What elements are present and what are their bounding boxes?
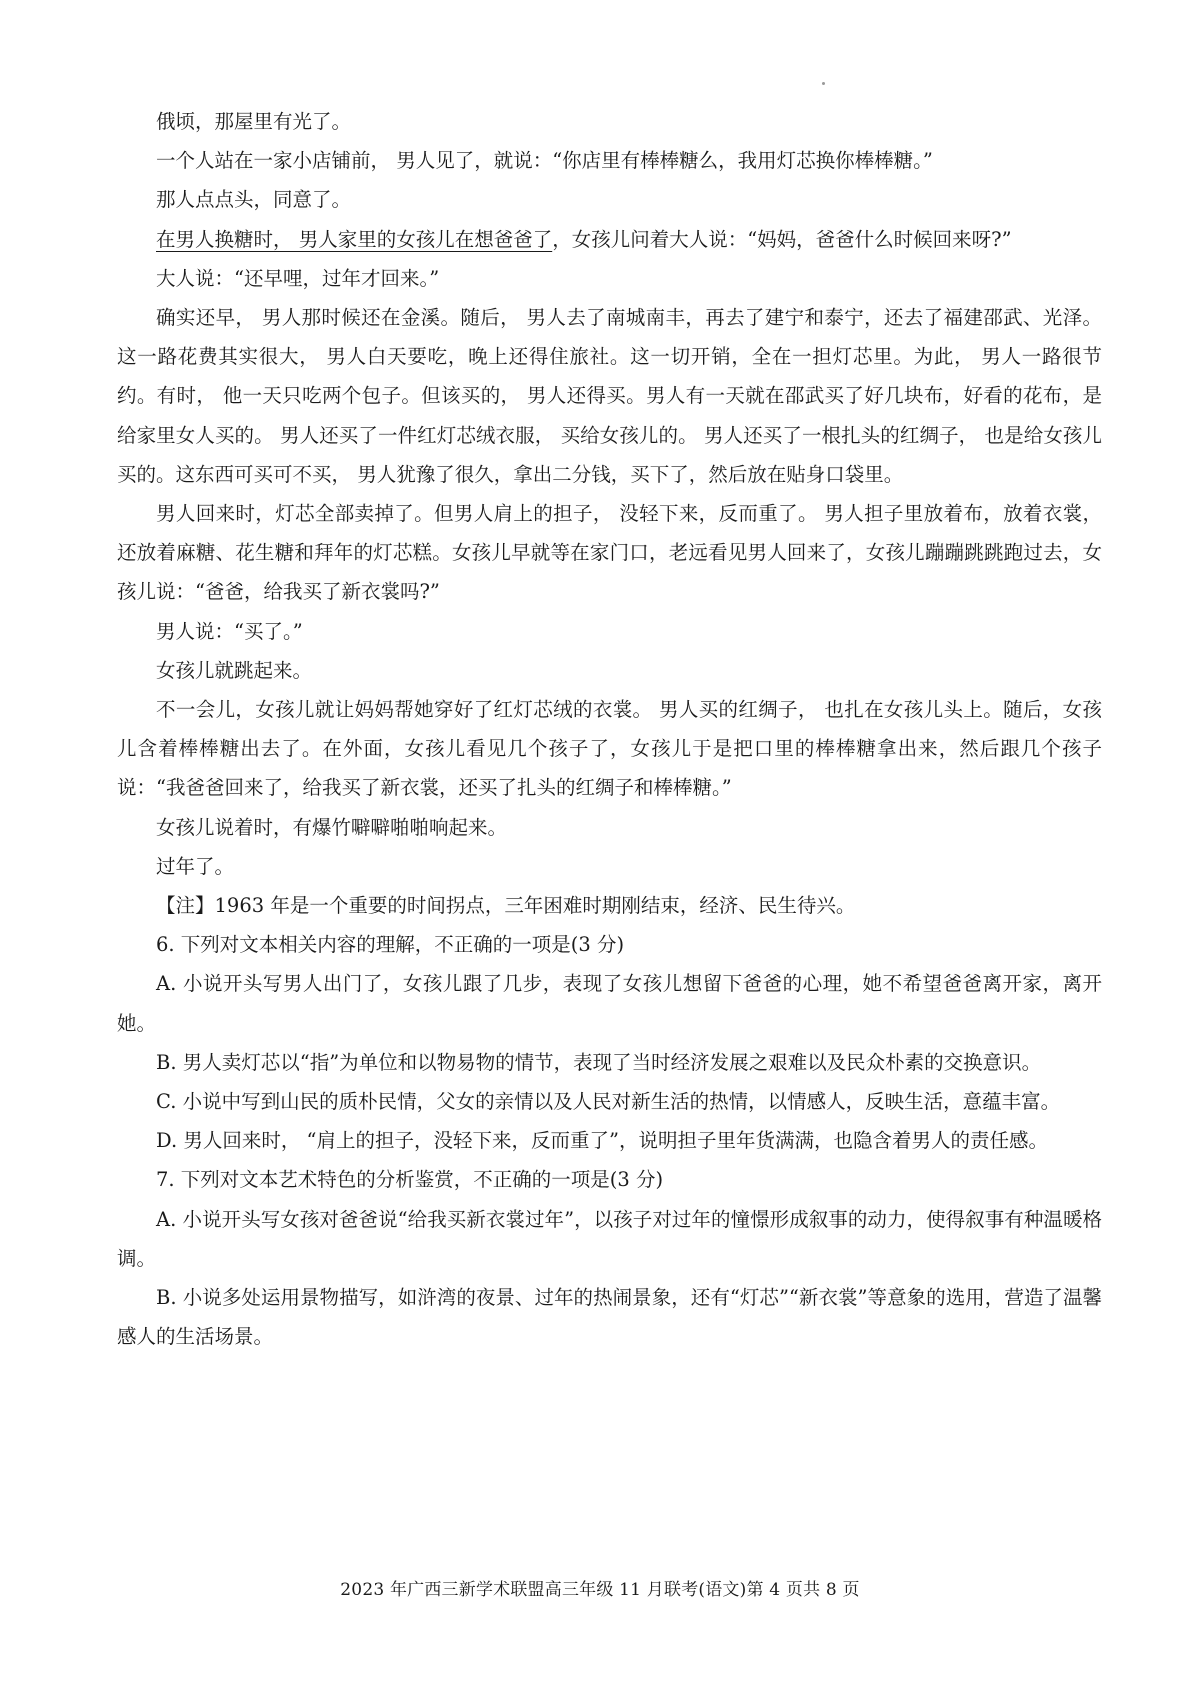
paragraph-text: B. 小说多处运用景物描写，如浒湾的夜景、过年的热闹景象，还有“灯芯”“新衣裳”等意象的选用，营造了温馨感人的生活场景。 — [117, 1286, 1102, 1349]
paragraph — [117, 1278, 1102, 1356]
paragraph-text: 6. 下列对文本相关内容的理解，不正确的一项是(3 分) — [156, 933, 625, 957]
paragraph-text: ，女孩儿问着大人说：“妈妈，爸爸什么时候回来呀?” — [552, 227, 1012, 251]
paragraph-text: 【注】1963 年是一个重要的时间拐点，三年困难时期刚结束，经济、民生待兴。 — [156, 894, 856, 918]
paragraph — [117, 886, 1102, 925]
page-body — [117, 102, 1102, 1357]
paragraph — [117, 690, 1102, 808]
paragraph — [117, 259, 1102, 298]
underlined-phrase: 在男人换糖时， 男人家里的女孩儿在想爸爸了 — [156, 227, 553, 251]
paragraph — [117, 925, 1102, 964]
paragraph — [117, 651, 1102, 690]
page-footer: 2023 年广西三新学术联盟高三年级 11 月联考(语文)第 4 页共 8 页 — [340, 1580, 860, 1600]
paragraph — [117, 1082, 1102, 1121]
paragraph-text: C. 小说中写到山民的质朴民情，父女的亲情以及人民对新生活的热情，以情感人，反映生活，意蕴丰富。 — [156, 1090, 1061, 1114]
paragraph-text: A. 小说开头写女孩对爸爸说“给我买新衣裳过年”，以孩子对过年的憧憬形成叙事的动力，使得叙事有种温暖格调。 — [117, 1207, 1102, 1270]
paragraph-text: 女孩儿就跳起来。 — [156, 658, 313, 682]
paragraph — [117, 964, 1102, 1042]
paragraph — [117, 180, 1102, 219]
paragraph-text: 大人说：“还早哩，过年才回来。” — [156, 266, 440, 290]
paragraph — [117, 102, 1102, 141]
paragraph-text: 女孩儿说着时，有爆竹噼噼啪啪响起来。 — [156, 815, 508, 839]
paragraph — [117, 1043, 1102, 1082]
paragraph — [117, 220, 1102, 259]
paragraph-text: 男人回来时，灯芯全部卖掉了。但男人肩上的担子， 没轻下来，反而重了。 男人担子里放着布，放着衣裳，还放着麻糖、花生糖和拜年的灯芯糕。女孩儿早就等在家门口，老远看见男人回来了，女孩儿蹦蹦跳跳跑过去，女孩儿说：“爸爸，给我买了新衣裳吗?” — [117, 502, 1102, 604]
paragraph-text: 过年了。 — [156, 854, 235, 878]
paragraph — [117, 1200, 1102, 1278]
paragraph-text: 俄顷，那屋里有光了。 — [156, 110, 352, 133]
paragraph-text: 不一会儿，女孩儿就让妈妈帮她穿好了红灯芯绒的衣裳。 男人买的红绸子， 也扎在女孩儿头上。随后，女孩儿含着棒棒糖出去了。在外面，女孩儿看见几个孩子了，女孩儿于是把口里的棒棒糖拿出来，然后跟几个孩子说：“我爸爸回来了，给我买了新衣裳，还买了扎头的红绸子和棒棒糖。” — [117, 698, 1102, 800]
paragraph — [117, 847, 1102, 886]
paragraph-text: D. 男人回来时， “肩上的担子，没轻下来，反而重了”，说明担子里年货满满，也隐含着男人的责任感。 — [156, 1129, 1048, 1153]
paragraph-text: B. 男人卖灯芯以“指”为单位和以物易物的情节，表现了当时经济发展之艰难以及民众朴素的交换意识。 — [156, 1050, 1042, 1074]
paragraph-text: 一个人站在一家小店铺前， 男人见了，就说：“你店里有棒棒糖么，我用灯芯换你棒棒糖。” — [156, 149, 933, 173]
paragraph-text: 7. 下列对文本艺术特色的分析鉴赏，不正确的一项是(3 分) — [156, 1168, 664, 1192]
scan-speck — [822, 82, 825, 85]
paragraph — [117, 1121, 1102, 1160]
paragraph — [117, 1160, 1102, 1199]
paragraph — [117, 298, 1102, 494]
paragraph-text: A. 小说开头写男人出门了，女孩儿跟了几步，表现了女孩儿想留下爸爸的心理，她不希望爸爸离开家，离开她。 — [117, 972, 1102, 1035]
paragraph — [117, 808, 1102, 847]
paragraph — [117, 141, 1102, 180]
paragraph-text: 确实还早， 男人那时候还在金溪。随后， 男人去了南城南丰，再去了建宁和泰宁，还去了福建邵武、光泽。这一路花费其实很大， 男人白天要吃，晚上还得住旅社。这一切开销，全在一担灯芯里。为此， 男人一路很节约。有时， 他一天只吃两个包子。但该买的， 男人还得买。男人有一天就在邵武买了好几块布，好看的花布，是给家里女人买的。 男人还买了一件红灯芯绒衣服， 买给女孩儿的。 男人还买了一根扎头的红绸子， 也是给女孩儿买的。这东西可买可不买， 男人犹豫了很久，拿出二分钱，买下了，然后放在贴身口袋里。 — [117, 306, 1102, 486]
paragraph-text: 男人说：“买了。” — [156, 619, 303, 643]
paragraph — [117, 612, 1102, 651]
paragraph-text: 那人点点头，同意了。 — [156, 188, 352, 212]
paragraph — [117, 494, 1102, 612]
